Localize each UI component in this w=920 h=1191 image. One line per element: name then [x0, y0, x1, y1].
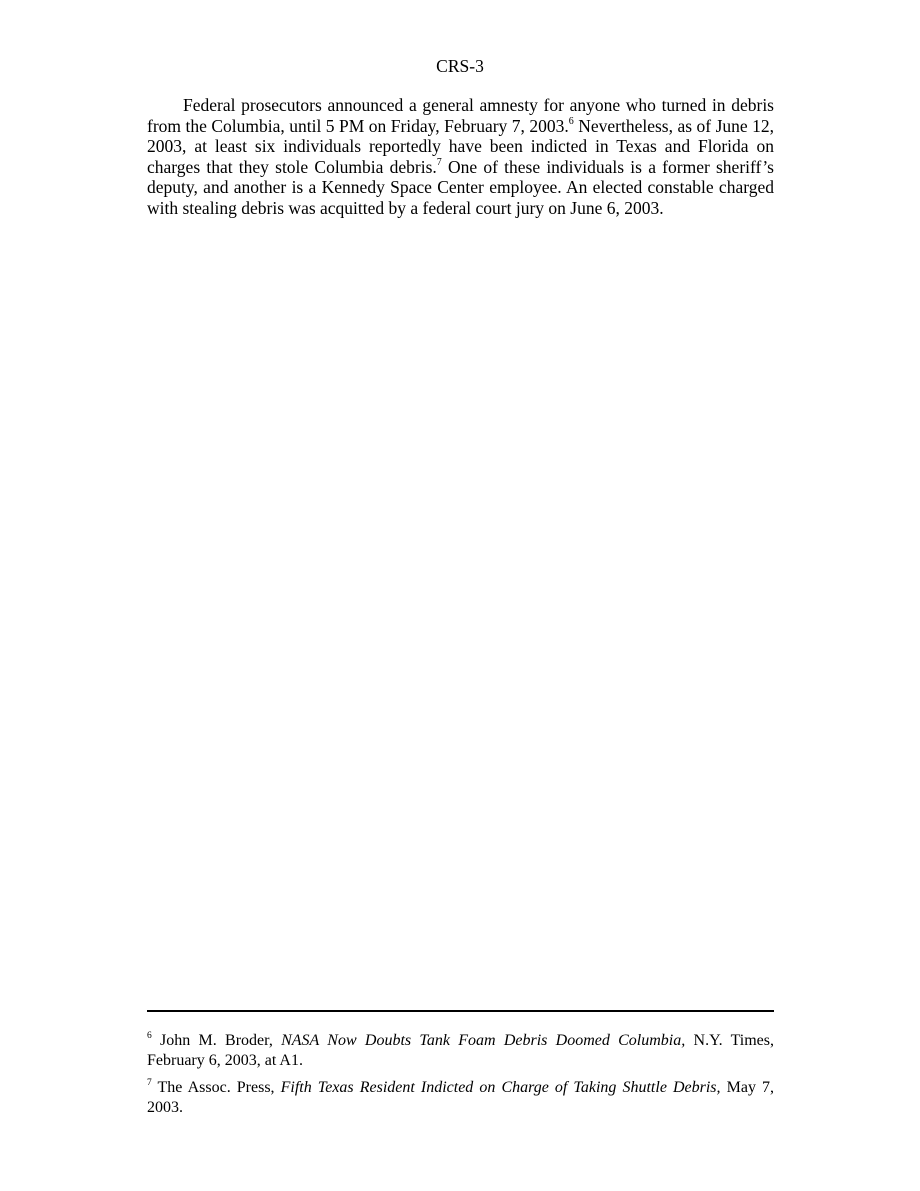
footnote-number: 6	[147, 1030, 152, 1041]
body-text-segment: Nevertheless, as of June 12, 2003, at least six individuals reportedly have been indicted in Texas and Florida on charges that they stole Columbia debris.	[147, 115, 774, 177]
footnote-reference[interactable]: 7	[436, 156, 442, 168]
footnote-citation-title: Fifth Texas Resident Indicted on Charge of Taking Shuttle Debris,	[280, 1079, 721, 1096]
footnotes-section	[147, 1031, 774, 1125]
body-text-segment: Federal prosecutors announced a general amnesty for anyone who turned in debris from the Columbia, until 5 PM on Friday, February 7, 2003.	[147, 95, 774, 136]
body-paragraph	[147, 95, 774, 219]
body-text-segment: One of these individuals is a former sheriff’s deputy, and another is a Kennedy Space Center employee. An elected constable charged with stealing debris was acquitted by a federal court jury on June 6, 2003.	[147, 156, 774, 218]
footnote-text: The Assoc. Press,	[151, 1079, 281, 1096]
footnote-text: John M. Broder,	[151, 1032, 282, 1049]
footnote-reference[interactable]: 6	[568, 115, 574, 127]
footnote-text: May 7, 2003.	[147, 1079, 775, 1116]
footnote-text: N.Y. Times, February 6, 2003, at A1.	[147, 1032, 775, 1069]
footnote	[147, 1031, 774, 1070]
footnote	[147, 1078, 774, 1117]
page-number-header: CRS-3	[436, 56, 484, 76]
footnote-separator-rule	[147, 1010, 774, 1012]
footnote-number: 7	[147, 1077, 152, 1088]
footnote-citation-title: NASA Now Doubts Tank Foam Debris Doomed Columbia,	[281, 1032, 686, 1049]
